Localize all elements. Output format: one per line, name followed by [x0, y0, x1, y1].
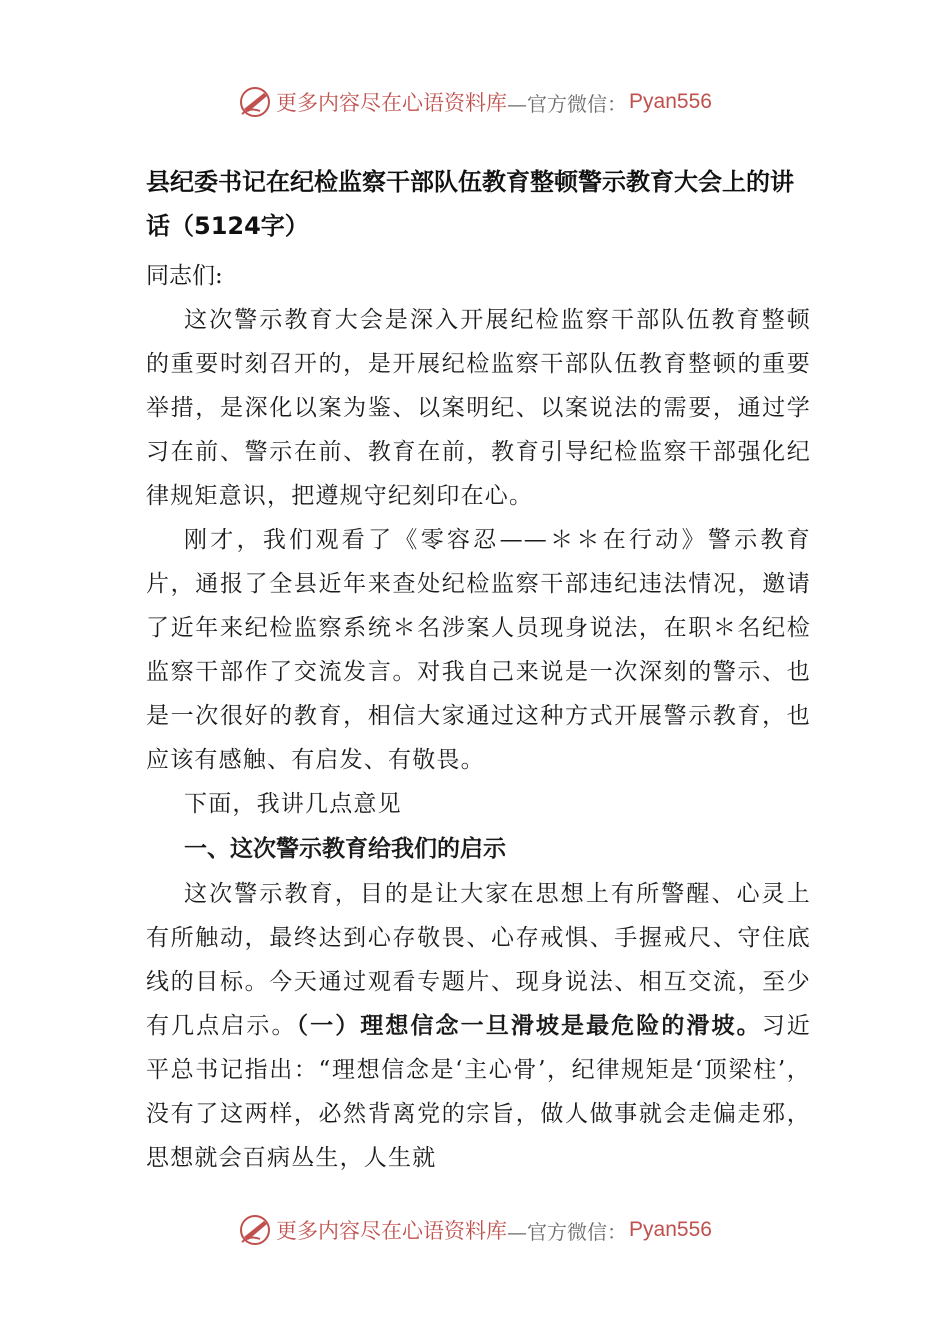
footer-banner	[0, 1210, 950, 1250]
header-banner	[0, 82, 950, 122]
banner-wechat-label: —官方微信：	[507, 1219, 628, 1244]
banner-wechat-id: Pyan556	[629, 1218, 712, 1241]
paragraph-1: 这次警示教育大会是深入开展纪检监察干部队伍教育整顿的重要时刻召开的，是开展纪检监察干部队伍教育整顿的重要举措，是深化以案为鉴、以案明纪、以案说法的需要，通过学习在前、警示在前、教育在前，教育引导纪检监察干部强化纪律规矩意识，把遵规守纪刻印在心。	[146, 307, 811, 509]
section-heading-1: 一、这次警示教育给我们的启示	[184, 836, 506, 862]
salutation: 同志们:	[146, 263, 223, 289]
paragraph-4-start: 这次警示教育，目的是让大家在思想上有所警醒、心灵上有所触动，最终达到心存敬畏、心存戒惧、手握戒尺、守住底线的目标。今天通过观看专题片、现身说法、相互交流，至少有几点启示。	[146, 881, 811, 1039]
pen-logo-icon	[238, 1213, 272, 1247]
paragraph-3: 下面，我讲几点意见	[184, 791, 402, 817]
banner-site-text: 更多内容尽在心语资料库	[276, 1219, 508, 1243]
pen-logo-icon	[238, 85, 272, 119]
banner-wechat-label: —官方微信：	[507, 91, 628, 116]
banner-wechat-id: Pyan556	[629, 90, 712, 113]
banner-site-text: 更多内容尽在心语资料库	[276, 91, 508, 115]
subsection-heading-1: （一）理想信念一旦滑坡是最危险的滑坡。	[296, 1013, 762, 1039]
paragraph-4-end: 习近平总书记指出：“理想信念是‘主心骨’，纪律规矩是‘顶梁柱’，没有了这两样，必然背离党的宗旨，做人做事就会走偏走邪，思想就会百病丛生，人生就	[146, 1013, 811, 1171]
document-title: 县纪委书记在纪检监察干部队伍教育整顿警示教育大会上的讲话（5124字）	[146, 168, 794, 240]
paragraph-2: 刚才，我们观看了《零容忍——＊＊在行动》警示教育片，通报了全县近年来查处纪检监察干部违纪违法情况，邀请了近年来纪检监察系统＊名涉案人员现身说法，在职＊名纪检监察干部作了交流发言。对我自己来说是一次深刻的警示、也是一次很好的教育，相信大家通过这种方式开展警示教育，也应该有感触、有启发、有敬畏。	[146, 527, 811, 773]
paragraph-4	[146, 872, 811, 1180]
document-body	[146, 160, 811, 1180]
